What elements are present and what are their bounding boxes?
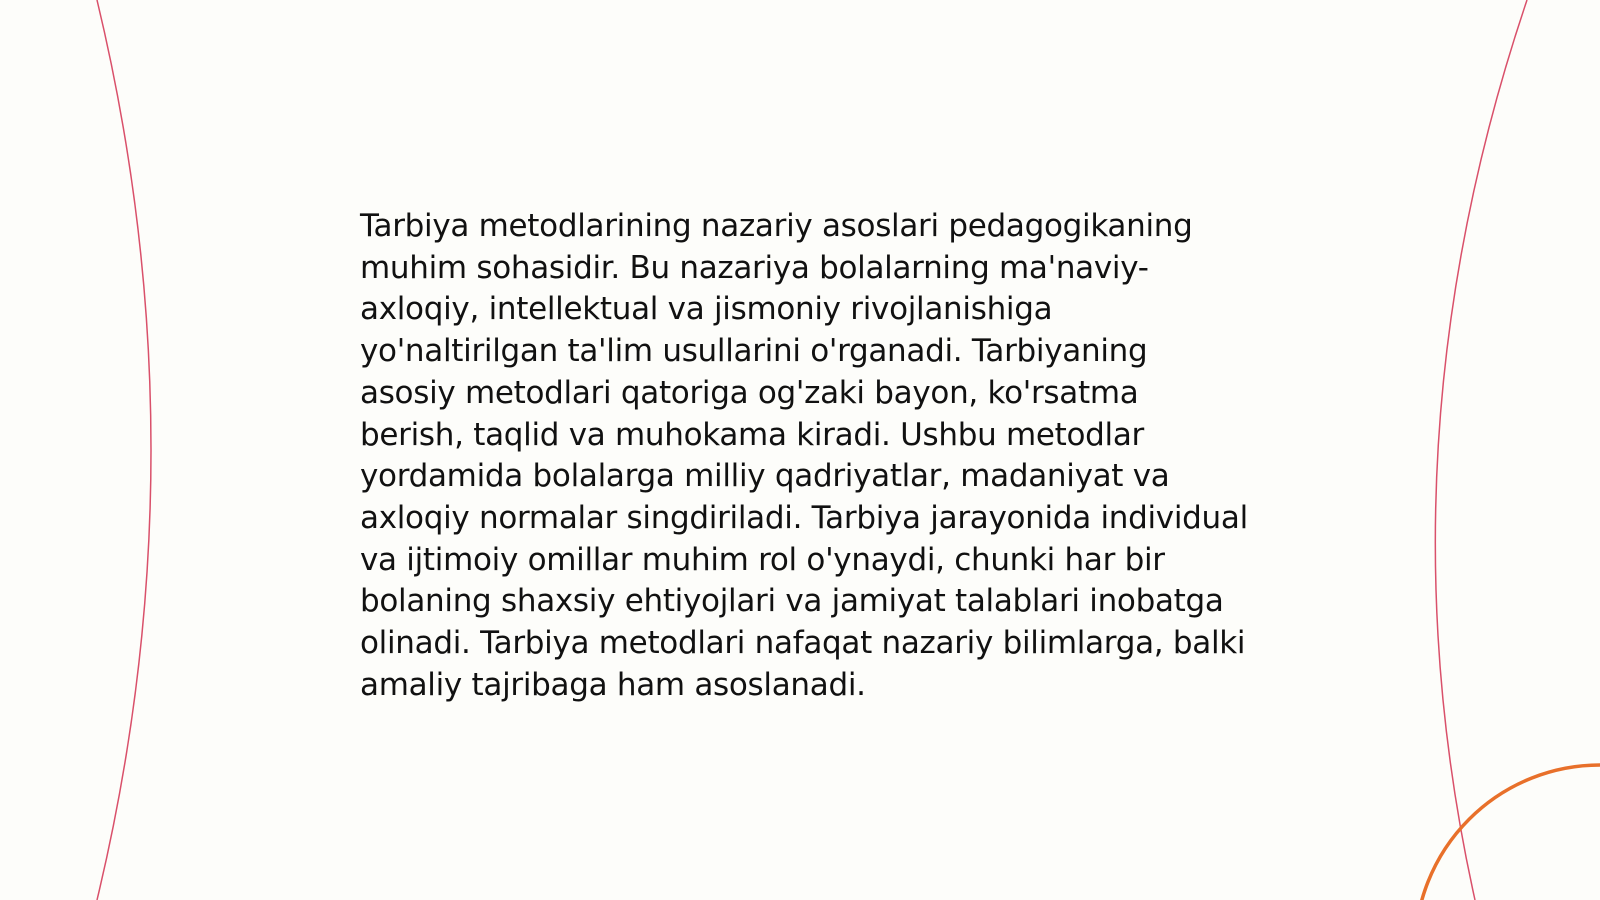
right-curve-line (1435, 0, 1527, 900)
body-paragraph: Tarbiya metodlarining nazariy asoslari pedagogikaning muhim sohasidir. Bu nazariya bolalarning ma'naviy-axloqiy, intellektual va jismoniy rivojlanishiga yo'naltirilgan ta'lim usullarini o'rganadi. Tarbiyaning asosiy metodlari qatoriga og'zaki bayon, ko'rsatma berish, taqlid va muhokama kiradi. Ushbu metodlar yordamida bolalarga milliy qadriyatlar, madaniyat va axloqiy normalar singdiriladi. Tarbiya jarayonida individual va ijtimoiy omillar muhim rol o'ynaydi, chunki har bir bolaning shaxsiy ehtiyojlari va jamiyat talablari inobatga olinadi. Tarbiya metodlari nafaqat nazariy bilimlarga, balki amaliy tajribaga ham asoslanadi. (360, 208, 1248, 703)
orange-accent-arc (1415, 765, 1600, 900)
left-curve-line (97, 0, 151, 900)
